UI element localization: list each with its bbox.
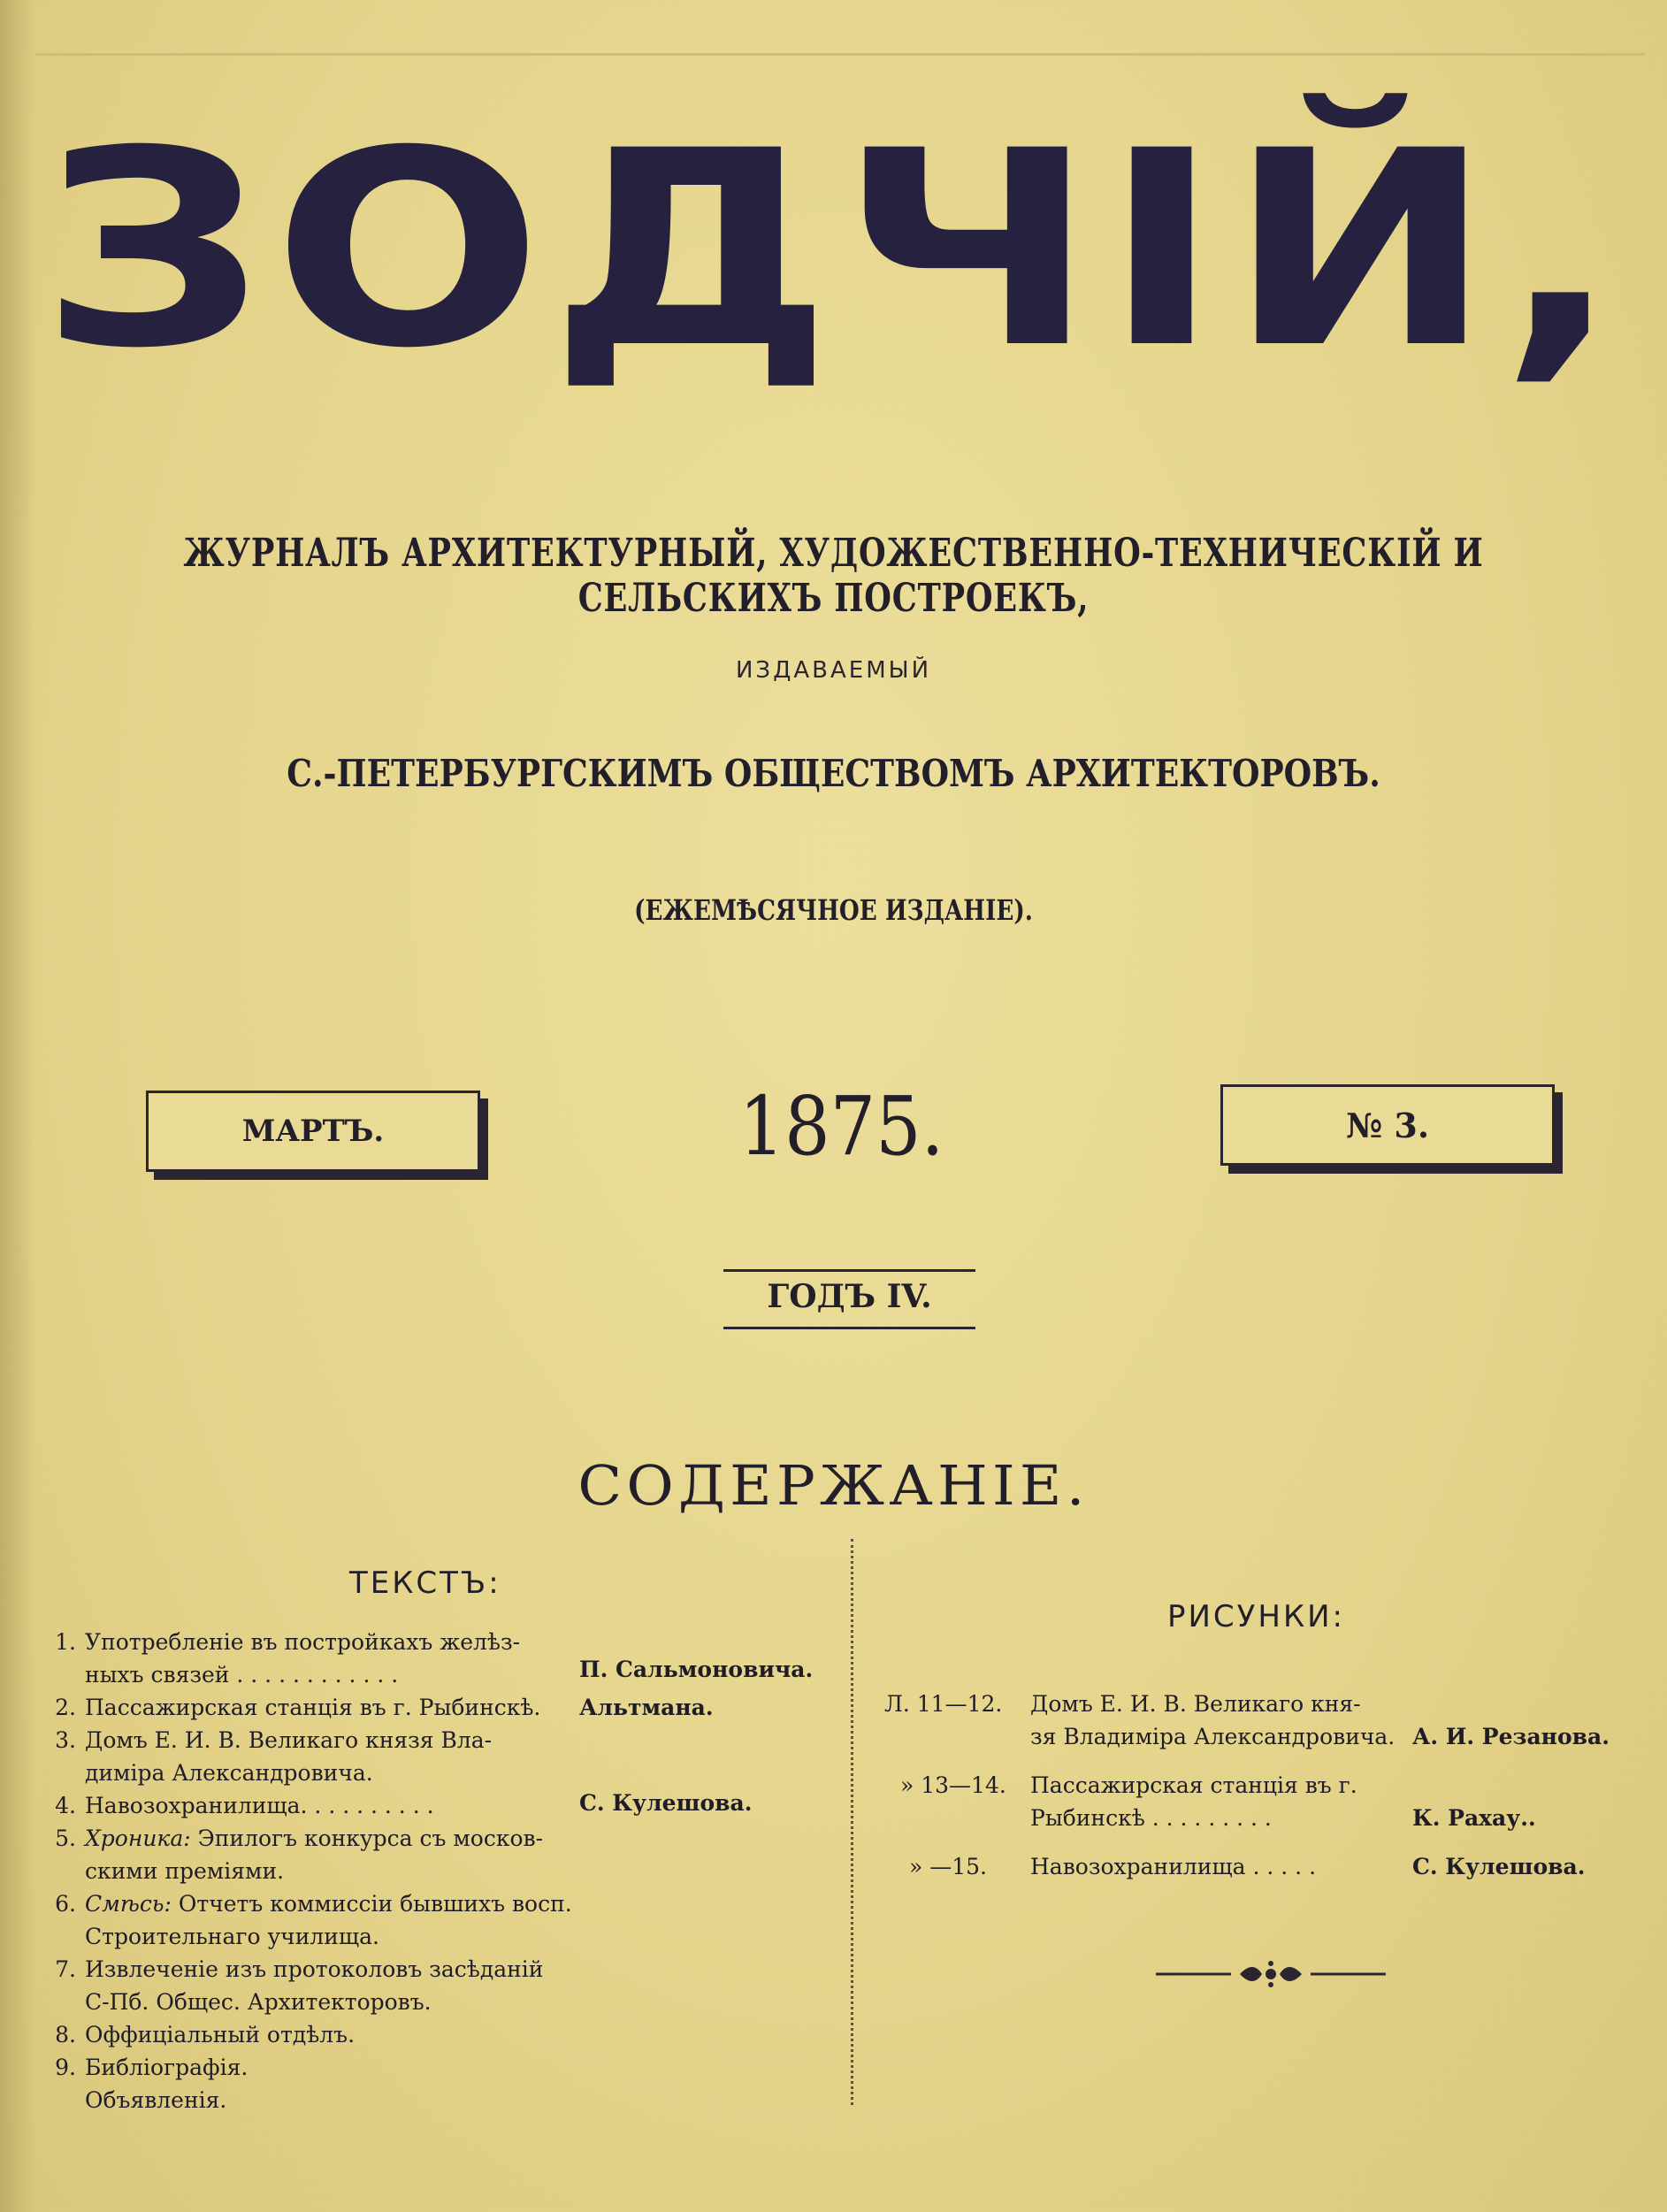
item-author: К. Рахау.. — [1412, 1805, 1536, 1831]
item-author: П. Сальмоновича. — [579, 1657, 814, 1682]
publisher-society: С.-ПЕТЕРБУРГСКИМЪ ОБЩЕСТВОМЪ АРХИТЕКТОРОВЪ. — [287, 752, 1380, 795]
list-item-cont: Строительнаго училища. — [85, 1924, 379, 1949]
item-author: А. И. Резанова. — [1412, 1724, 1610, 1749]
masthead-title: ЗОДЧІЙ, — [40, 93, 1627, 407]
list-item-cont: диміра Александровича. — [85, 1760, 373, 1786]
list-item: 4. Навозохранилища. . . . . . . . . . — [55, 1793, 434, 1818]
issue-month-box — [146, 1091, 480, 1172]
item-author: С. Кулешова. — [1412, 1854, 1586, 1879]
volume-rule-bottom — [723, 1327, 975, 1329]
pictures-contents-list — [884, 1688, 1654, 1891]
list-item-cont: скими преміями. — [85, 1858, 285, 1884]
top-rule — [35, 53, 1645, 56]
volume-label: ГОДЪ IV. — [767, 1278, 932, 1315]
list-item-cont: зя Владиміра Александровича. — [1030, 1724, 1396, 1749]
column-divider — [851, 1539, 853, 2105]
issue-month: МАРТЪ. — [241, 1114, 385, 1149]
list-item: 3. Домъ Е. И. В. Великаго князя Вла- — [55, 1727, 493, 1753]
issue-year: 1875. — [738, 1079, 944, 1174]
list-item: Л. 11—12. Домъ Е. И. В. Великаго кня- — [884, 1691, 1361, 1717]
list-item: 2. Пассажирская станція въ г. Рыбинскѣ. — [55, 1695, 541, 1720]
item-author: С. Кулешова. — [579, 1790, 753, 1816]
list-item-cont: Объявленія. — [85, 2087, 227, 2113]
list-item-cont: С-Пб. Общес. Архитекторовъ. — [85, 1989, 432, 2015]
list-item: 8. Оффиціальный отдѣлъ. — [55, 2022, 356, 2047]
text-section-heading: ТЕКСТЪ: — [349, 1565, 501, 1601]
list-item: 6. Смѣсь: Отчетъ коммиссіи бывшихъ восп. — [55, 1891, 572, 1917]
contents-title: СОДЕРЖАНІЕ. — [577, 1453, 1090, 1518]
list-item-cont: Рыбинскѣ . . . . . . . . . — [1030, 1805, 1272, 1831]
pictures-section-heading: РИСУНКИ: — [1167, 1599, 1345, 1634]
text-contents-list — [44, 1626, 840, 2121]
ornament-flourish-icon — [1156, 1956, 1386, 1992]
list-item: 7. Извлеченіе изъ протоколовъ засѣданій — [55, 1956, 544, 1982]
issue-number-box — [1220, 1084, 1555, 1166]
list-item: 9. Библіографія. — [55, 2055, 249, 2080]
volume-rule-top — [723, 1269, 975, 1272]
journal-subtitle: ЖУРНАЛЪ АРХИТЕКТУРНЫЙ, ХУДОЖЕСТВЕННО-ТЕХНИЧЕСКІЙ И СЕЛЬСКИХЪ ПОСТРОЕКЪ, — [183, 531, 1484, 621]
list-item-cont: ныхъ связей . . . . . . . . . . . . — [85, 1662, 399, 1688]
list-item: 1. Употребленіе въ постройкахъ желѣз- — [55, 1629, 521, 1655]
issue-number: № 3. — [1345, 1105, 1430, 1145]
list-item: » 13—14. Пассажирская станція въ г. — [900, 1772, 1357, 1798]
published-by-label: ИЗДАВАЕМЫЙ — [735, 657, 932, 684]
frequency-note: (ЕЖЕМѢСЯЧНОЕ ИЗДАНІЕ). — [634, 893, 1033, 927]
item-author: Альтмана. — [579, 1695, 714, 1720]
list-item: 5. Хроника: Эпилогъ конкурса съ москов- — [55, 1825, 544, 1851]
list-item: » —15. Навозохранилища . . . . . — [909, 1854, 1317, 1879]
